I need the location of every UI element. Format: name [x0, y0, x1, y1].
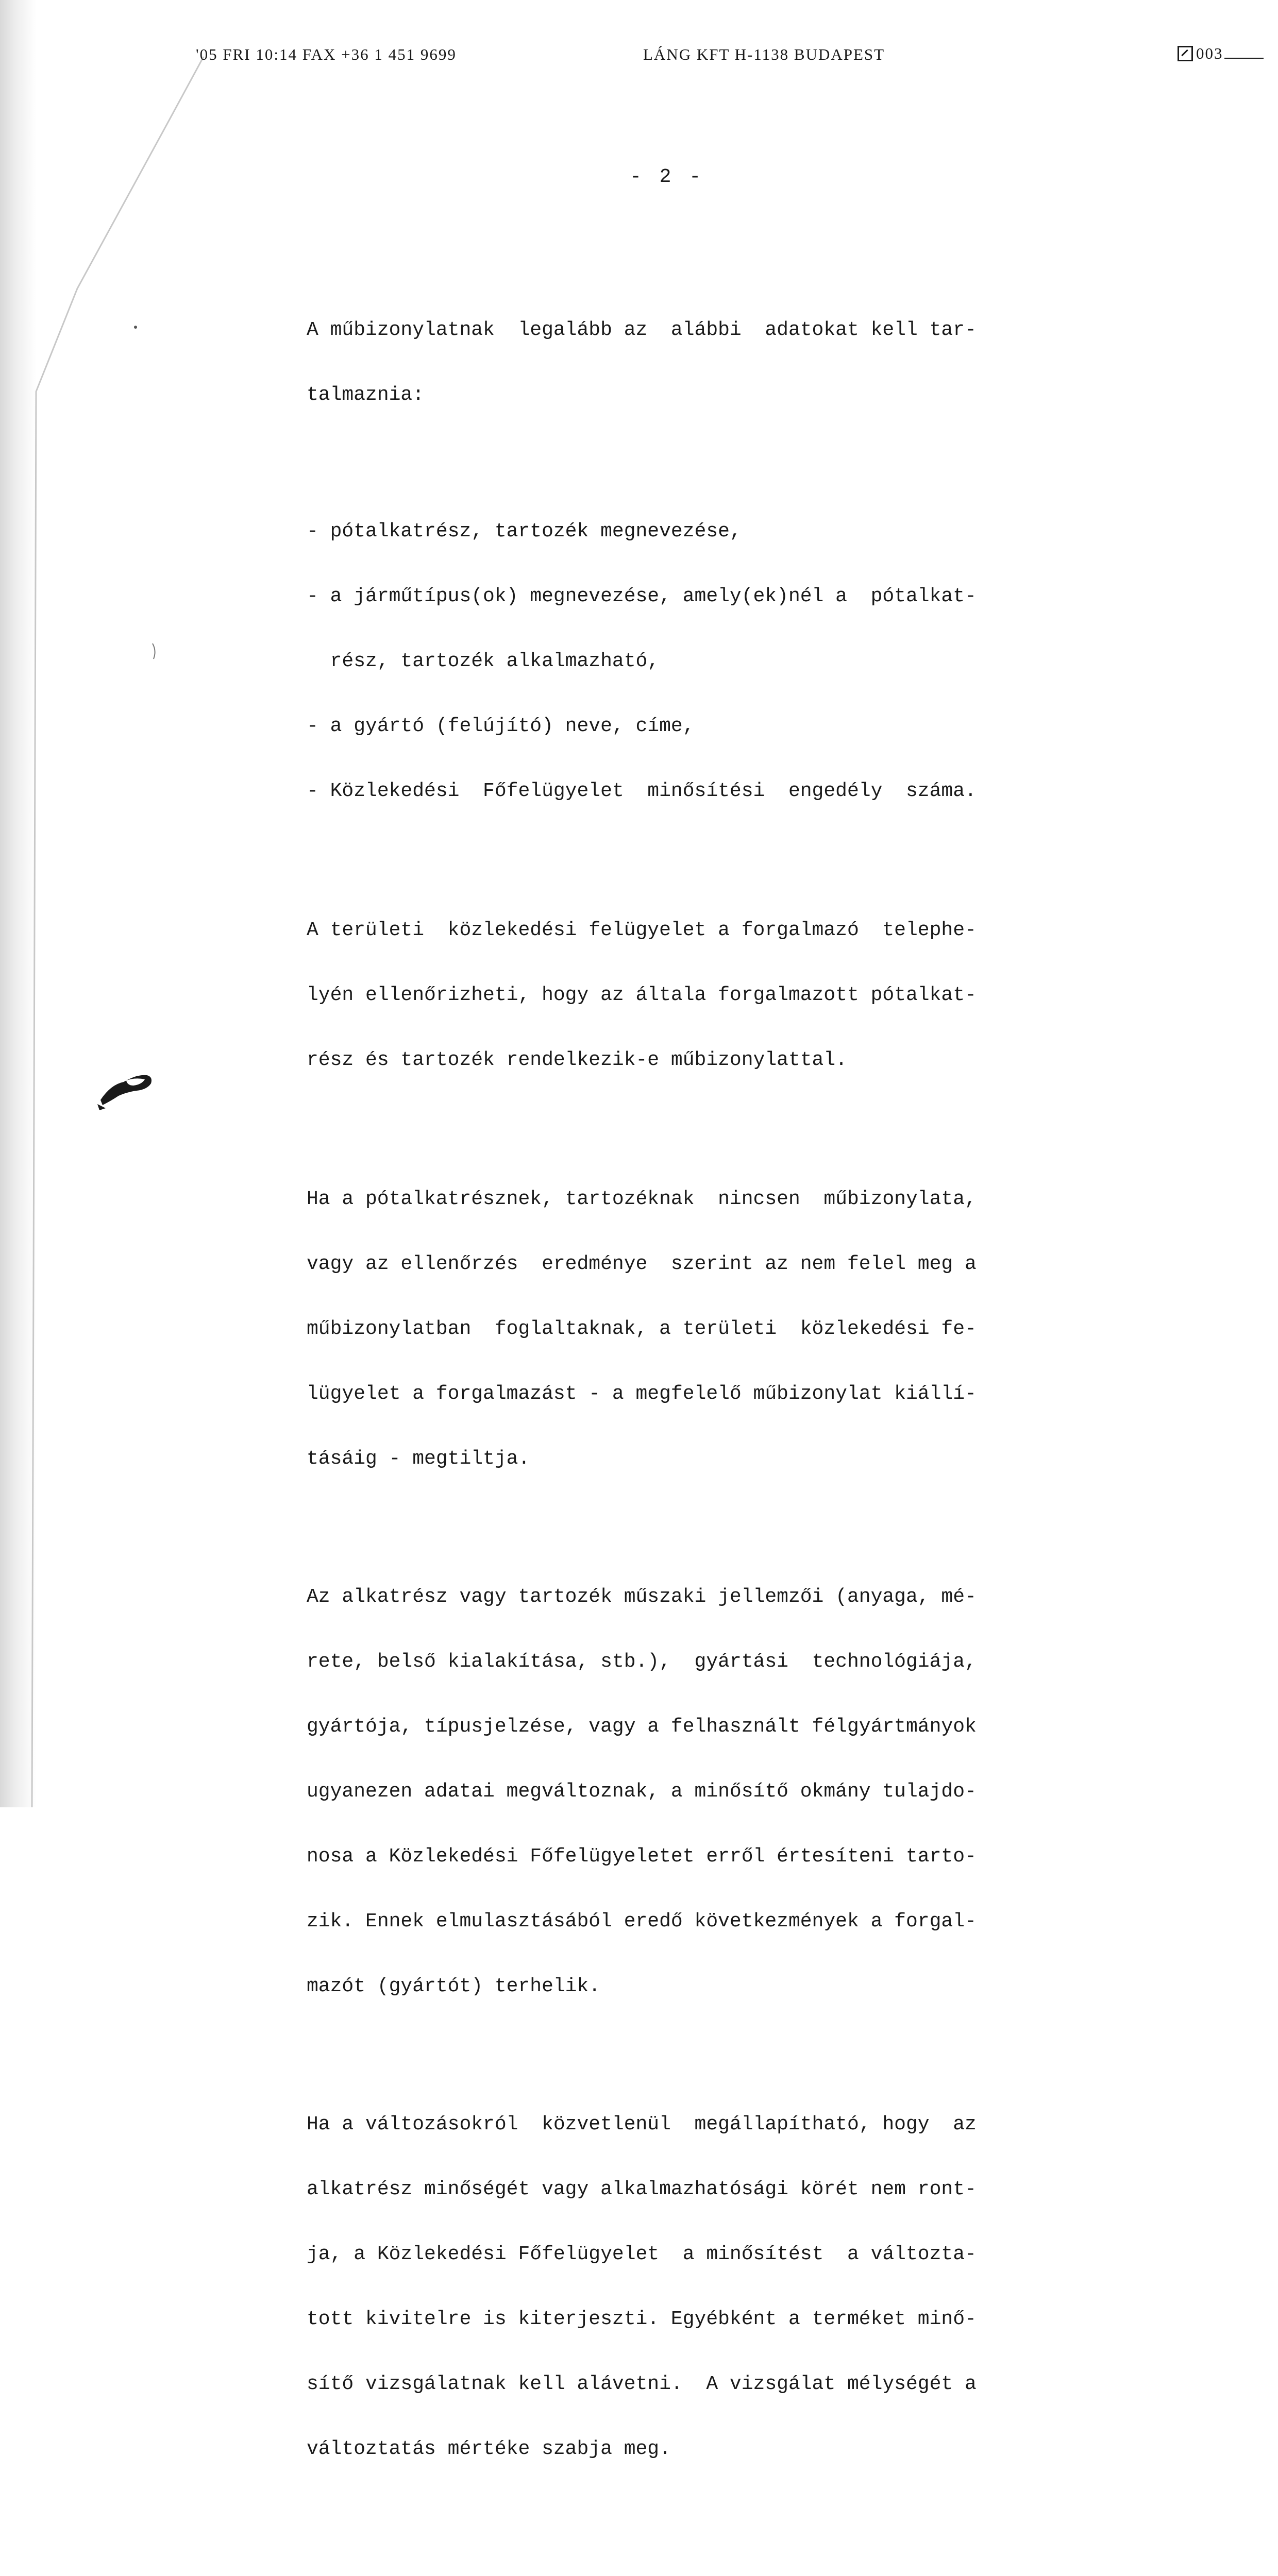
scan-speck: [134, 326, 137, 329]
text-line: mazót (gyártót) terhelik.: [307, 1975, 601, 1997]
paragraph-1: [307, 276, 1131, 449]
text-line: talmaznia:: [307, 384, 425, 406]
fax-header-page-counter: [1178, 44, 1264, 63]
underline-rule: [1224, 58, 1264, 59]
text-line: A területi közlekedési felügyelet a forgalmazó telephe-: [307, 919, 977, 941]
paragraph-6: [307, 2071, 1131, 2503]
text-line: tásáig - megtiltja.: [307, 1448, 530, 1470]
page-number: - 2 -: [630, 166, 704, 188]
text-line: A műbizonylatnak legalább az alábbi adatokat kell tar-: [307, 319, 977, 341]
text-line: Ha a változásokról közvetlenül megállapítható, hogy az: [307, 2113, 977, 2136]
text-line: alkatrész minőségét vagy alkalmazhatósági körét nem ront-: [307, 2178, 977, 2200]
margin-mark: [149, 641, 160, 662]
fax-header-left: '05 FRI 10:14 FAX +36 1 451 9699: [196, 45, 457, 63]
text-line: lügyelet a forgalmazást - a megfelelő műbizonylat kiállí-: [307, 1383, 977, 1405]
paragraph-4: [307, 1145, 1131, 1513]
text-line: változtatás mértéke szabja meg.: [307, 2438, 671, 2460]
paragraph-5: [307, 1543, 1131, 2041]
text-line: gyártója, típusjelzése, vagy a felhasznált félgyártmányok: [307, 1716, 977, 1738]
page-counter-text: 003: [1196, 44, 1223, 62]
text-line: műbizonylatban foglaltaknak, a területi közlekedési fe-: [307, 1318, 977, 1340]
list-item: - Közlekedési Főfelügyelet minősítési engedély száma.: [307, 780, 977, 802]
text-line: Az alkatrész vagy tartozék műszaki jellemzői (anyaga, mé-: [307, 1586, 977, 1608]
text-line: rete, belső kialakítása, stb.), gyártási technológiája,: [307, 1651, 977, 1673]
list-item: - a járműtípus(ok) megnevezése, amely(ek)nél a pótalkat-: [307, 585, 977, 607]
list-item: - a gyártó (felújító) neve, címe,: [307, 715, 695, 737]
text-line: nosa a Közlekedési Főfelügyeletet erről értesíteni tarto-: [307, 1845, 977, 1868]
text-line: ugyanezen adatai megváltoznak, a minősítő okmány tulajdo-: [307, 1781, 977, 1803]
paragraph-2-list: [307, 478, 1131, 845]
list-item: rész, tartozék alkalmazható,: [307, 650, 660, 672]
list-item: - pótalkatrész, tartozék megnevezése,: [307, 520, 742, 543]
paragraph-3: [307, 876, 1131, 1114]
text-line: sítő vizsgálatnak kell alávetni. A vizsgálat mélységét a: [307, 2373, 977, 2395]
text-line: tott kivitelre is kiterjeszti. Egyébként a terméket minő-: [307, 2308, 977, 2330]
paragraph-7-legal-remedy: [307, 2568, 1131, 2576]
text-line: Ha a pótalkatrésznek, tartozéknak nincsen műbizonylata,: [307, 1188, 977, 1210]
text-line: lyén ellenőrizheti, hogy az általa forgalmazott pótalkat-: [307, 984, 977, 1006]
text-line: rész és tartozék rendelkezik-e műbizonylattal.: [307, 1049, 847, 1071]
text-line: ja, a Közlekedési Főfelügyelet a minősítést a változta-: [307, 2243, 977, 2265]
text-line: zik. Ennek elmulasztásából eredő következmények a forgal-: [307, 1910, 977, 1933]
document-body: [307, 276, 1131, 2576]
hole-punch-mark: [95, 1064, 157, 1110]
checkbox-icon: [1178, 46, 1193, 61]
fax-header-center: LÁNG KFT H-1138 BUDAPEST: [643, 45, 885, 63]
text-line: vagy az ellenőrzés eredménye szerint az nem felel meg a: [307, 1253, 977, 1275]
